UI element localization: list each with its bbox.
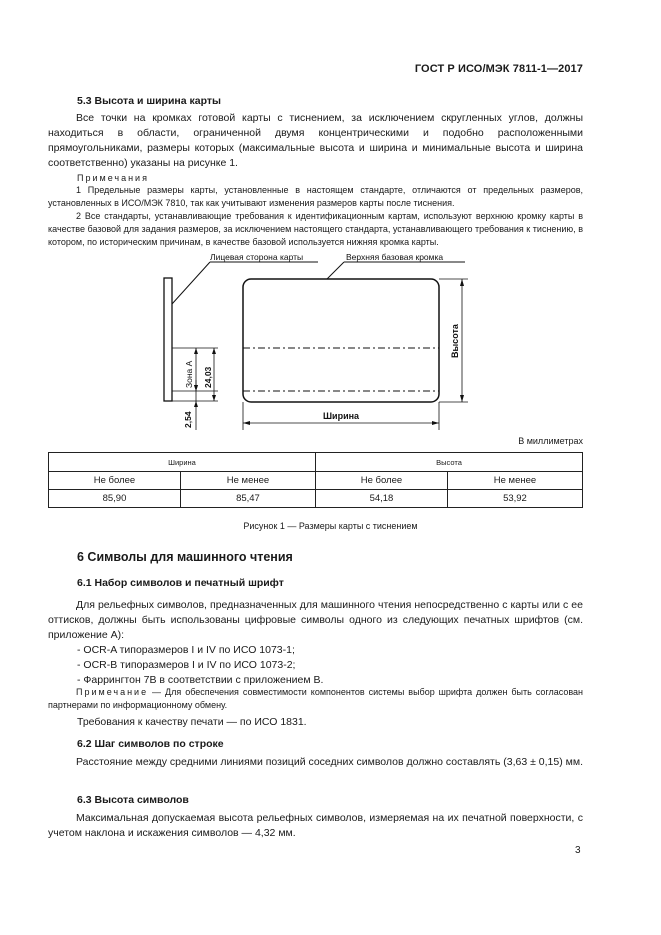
section-6-title: 6 Символы для машинного чтения <box>77 550 293 564</box>
table-cell: 85,90 <box>49 490 181 508</box>
table-cell: 53,92 <box>447 490 582 508</box>
dimensions-table <box>48 452 583 508</box>
font-list-item: - OCR-A типоразмеров I и IV по ИСО 1073-1; <box>77 644 295 656</box>
section-6-3-title: 6.3 Высота символов <box>77 794 189 806</box>
table-subheader: Не менее <box>447 472 582 490</box>
document-id: ГОСТ Р ИСО/МЭК 7811-1—2017 <box>414 63 583 75</box>
note-text: — Для обеспечения совместимости компонентов системы выбор шрифта должен быть согласован партнерами по информационному обмену. <box>48 687 583 710</box>
table-row <box>49 490 583 508</box>
card-side-view <box>164 278 172 401</box>
table-cell: 54,18 <box>315 490 447 508</box>
top-edge-leader-line <box>326 262 344 280</box>
table-subheader: Не более <box>49 472 181 490</box>
table-sub-header-row <box>49 472 583 490</box>
section-5-3-title: 5.3 Высота и ширина карты <box>77 95 221 107</box>
dim-2403-label: 24,03 <box>203 366 213 388</box>
notes-title: Примечания <box>77 173 149 183</box>
print-quality-text: Требования к качеству печати — по ИСО 1831. <box>77 716 307 728</box>
note-2: 2 Все стандарты, устанавливающие требования к идентификационным картам, используют верхнюю кромку карты в качестве базовой для задания размеров, за исключением настоящего стандарта, устанавливающего требования к тиснению, в котором, по историческим причинам, в качестве базовой используется нижняя кромка карты. <box>48 211 583 247</box>
figure-caption: Рисунок 1 — Размеры карты с тиснением <box>243 521 418 531</box>
zone-a-label: Зона А <box>184 360 194 388</box>
table-subheader: Не более <box>315 472 447 490</box>
section-6-2-text: Расстояние между средними линиями позиций соседних символов должно составлять (3,63 ± 0,15) мм. <box>76 756 583 768</box>
page-number: 3 <box>575 845 581 856</box>
top-edge-label: Верхняя базовая кромка <box>346 252 444 262</box>
height-label: Высота <box>450 324 460 358</box>
table-group-header-row <box>49 453 583 472</box>
face-leader-line <box>172 262 210 304</box>
units-note: В миллиметрах <box>518 436 583 446</box>
table-cell: 85,47 <box>180 490 315 508</box>
font-list-item: - OCR-B типоразмеров I и IV по ИСО 1073-2; <box>77 659 296 671</box>
section-6-1-note <box>48 686 583 712</box>
section-6-1-text: Для рельефных символов, предназначенных для машинного чтения непосредственно с карты или с ее оттисков, должны быть использованы цифровые символы одного из следующих печатных шрифтов (см. приложение А): <box>48 599 583 641</box>
section-5-3-text: Все точки на кромках готовой карты с тиснением, за исключением скругленных углов, должны находиться в области, ограниченной двумя концентрическими и подобно расположенными прямоугольниками, размеры которых (максимальные высота и ширина и минимальные высота и ширина соответственно) указаны на рисунке 1. <box>48 112 583 169</box>
font-list-item: - Фаррингтон 7B в соответствии с приложением В. <box>77 674 324 686</box>
table-subheader: Не менее <box>180 472 315 490</box>
note-label: Примечание <box>76 687 149 697</box>
face-label: Лицевая сторона карты <box>210 252 304 262</box>
dim-254-label: 2,54 <box>183 411 193 428</box>
section-6-3-text: Максимальная допускаемая высота рельефных символов, измеряемая на их печатной поверхности, с учетом наклона и искажения символов — 4,32 мм. <box>48 812 583 839</box>
table-header-width: Ширина <box>49 453 316 472</box>
width-label: Ширина <box>323 411 360 421</box>
table-header-height: Высота <box>315 453 582 472</box>
section-6-2-title: 6.2 Шаг символов по строке <box>77 738 224 750</box>
card-dimensions-figure <box>0 246 661 436</box>
note-1: 1 Предельные размеры карты, установленные в настоящем стандарте, отличаются от предельных размеров, установленных в ИСО/МЭК 7810, так как учитывают изменения размеров карты после тиснения. <box>48 185 583 208</box>
section-6-1-title: 6.1 Набор символов и печатный шрифт <box>77 577 284 589</box>
card-front <box>243 279 439 402</box>
